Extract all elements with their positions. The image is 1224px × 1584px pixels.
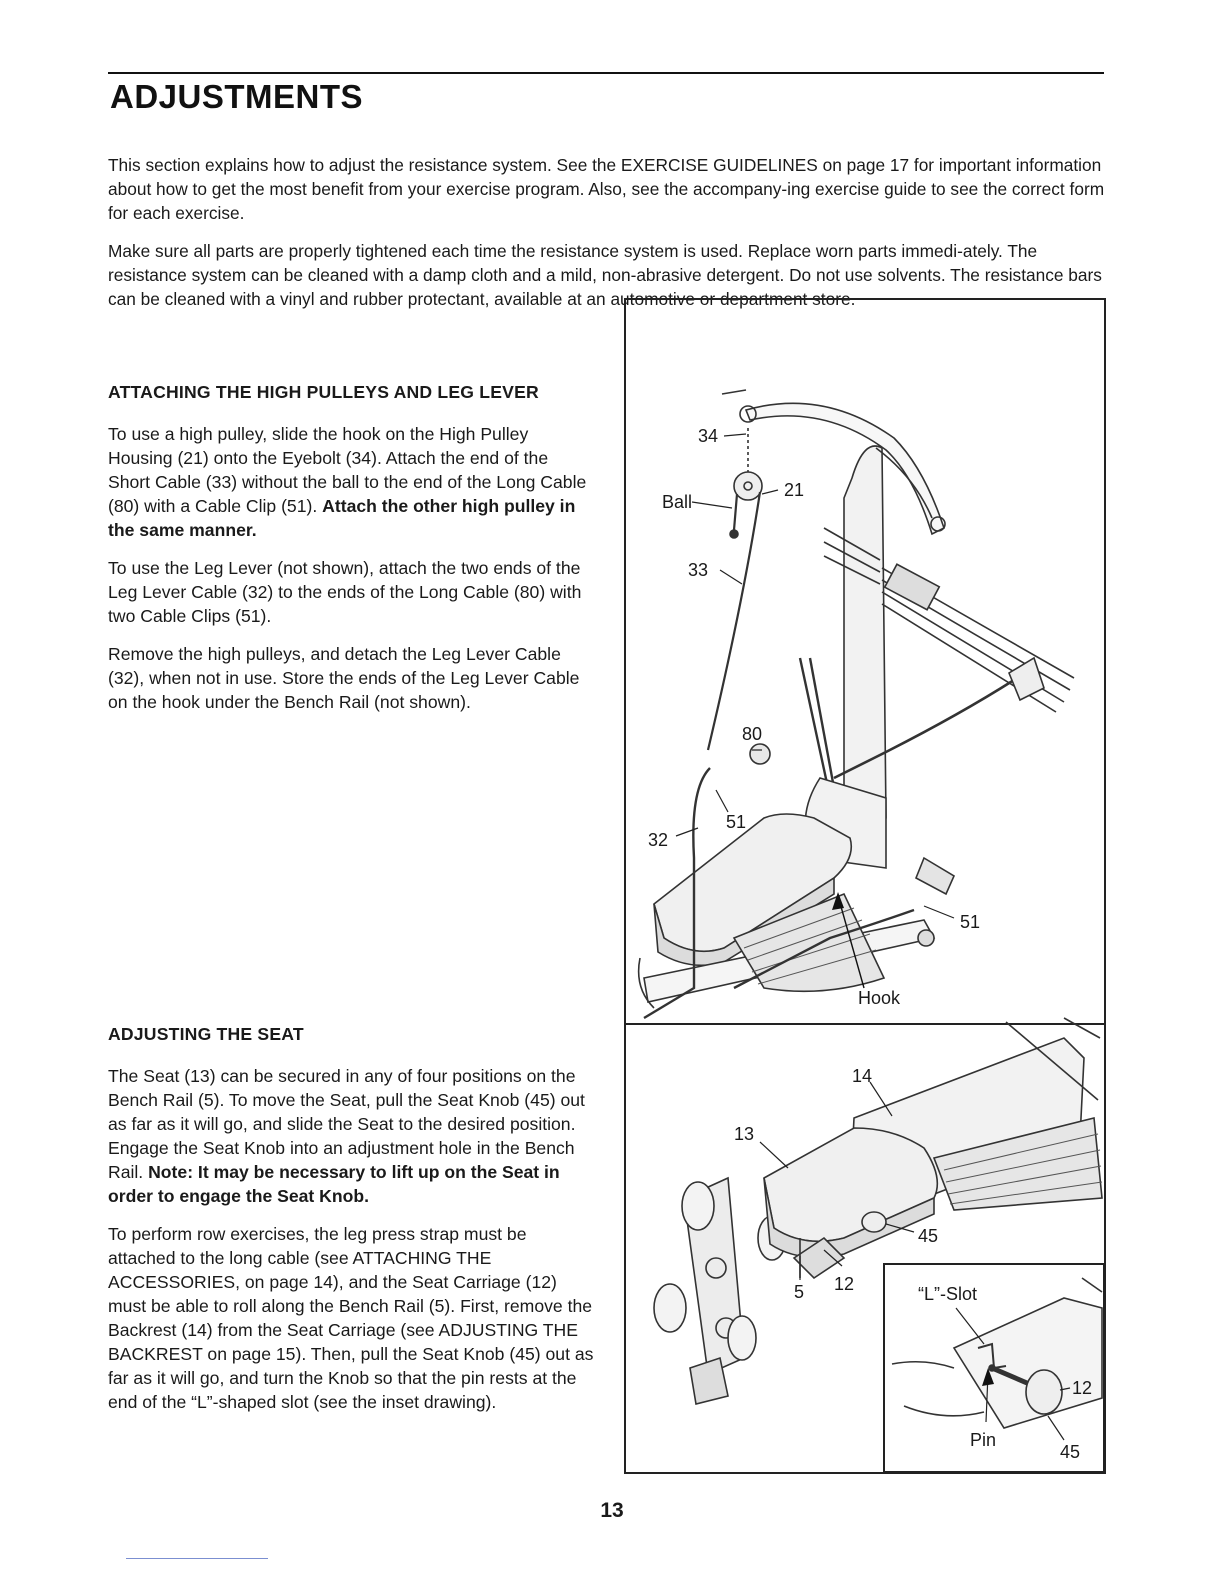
rod-clamp [885, 564, 940, 609]
label-short-cable-33: 33 [688, 560, 709, 580]
inset-knob [1026, 1370, 1062, 1414]
high-pulley-bold-text: Attach the other high pulley in the same manner. [108, 496, 576, 540]
leg-lever-paragraph: To use the Leg Lever (not shown), attach the two ends of the Leg Lever Cable (32) to the ends of the Long Cable (80) with two Cable Clips (51). [108, 558, 582, 626]
label-backrest-14: 14 [852, 1066, 873, 1086]
intro-paragraph-2: Make sure all parts are properly tightened each time the resistance system is used. Replace worn parts immedi-ately. The resistance system can be cleaned with a damp cloth and a mild, non-abrasive detergent. Do not use solvents. The resistance bars can be cleaned with a vinyl and rubber protectant, available at an automotive or department store. [108, 241, 1102, 309]
inset-label-carriage-12: 12 [1072, 1378, 1093, 1398]
label-clip-51-right: 51 [960, 912, 981, 932]
section-adjusting-seat [108, 1022, 594, 1428]
leader-33 [720, 570, 742, 584]
section-heading-seat: ADJUSTING THE SEAT [108, 1024, 304, 1044]
foam-roller-lower-left [654, 1284, 686, 1332]
backrest-rear-line [1064, 1018, 1100, 1038]
leader-51-right [924, 906, 954, 918]
inset-drawing [884, 1264, 1104, 1472]
rear-pulley [916, 858, 954, 894]
label-hook: Hook [858, 988, 901, 1008]
right-pulley [1009, 658, 1044, 700]
page-number: 13 [600, 1499, 624, 1522]
foam-roller-upper-left [682, 1182, 714, 1230]
high-pulley-paragraph [108, 422, 594, 542]
label-ball: Ball [662, 492, 693, 512]
leader-21 [762, 490, 778, 494]
remove-pulleys-paragraph: Remove the high pulleys, and detach the Leg Lever Cable (32), when not in use. Store the ends of the Leg Lever Cable on the hook under the Bench Rail (not shown). [108, 644, 580, 712]
assembly-illustration [624, 298, 1106, 1474]
cable-ball [730, 530, 738, 538]
label-carriage-12: 12 [834, 1274, 855, 1294]
leader-13 [760, 1142, 788, 1168]
row-exercise-paragraph: To perform row exercises, the leg press strap must be attached to the long cable (see ATTACHING THE ACCESSORIES, on page 14), and the Seat Carriage (12) must be able to roll along the Bench Rail (5). First, remove the Backrest (14) from the Seat Carriage (see ADJUSTING THE BACKREST on page 15). Then, pull the Seat Knob (45) out as far as it will go, and turn the Knob so that the pin rests at the end of the “L”-shaped slot (see the inset drawing). [108, 1224, 594, 1412]
rail-wheel [918, 930, 934, 946]
leader-ball [692, 502, 732, 508]
label-long-cable-80: 80 [742, 724, 763, 744]
leader-32 [676, 828, 698, 836]
inset-label-knob-45: 45 [1060, 1442, 1081, 1462]
seat-note-bold: Note: It may be necessary to lift up on the Seat in order to engage the Seat Knob. [108, 1162, 560, 1206]
seat-knob-45 [862, 1212, 886, 1232]
machine-drawing [639, 390, 1074, 1018]
label-rail-5: 5 [794, 1282, 805, 1302]
high-pulley-text: To use a high pulley, slide the hook on the High Pulley Housing (21) onto the Eyebolt (34). Attach the end of the Short Cable (33) without the ball to the end of the Long Cable (80) with a Cable Clip (51). [108, 424, 587, 516]
seat-text: The Seat (13) can be secured in any of four positions on the Bench Rail (5). To move the Seat, pull the Seat Knob (45) out as far as it will go, and slide the Seat to the desired position. Engage the Seat Knob into an adjustment hole in the Bench Rail. [108, 1066, 585, 1182]
section-heading-high-pulleys: ATTACHING THE HIGH PULLEYS AND LEG LEVER [108, 382, 539, 402]
leader-51-left [716, 790, 728, 812]
high-pulley-housing [734, 472, 762, 500]
intro-paragraph-1: This section explains how to adjust the resistance system. See the EXERCISE GUIDELINES on page 17 for important information about how to get the most benefit from your exercise program. Also, see the accompany-ing exercise guide to see the correct form for each exercise. [108, 155, 1105, 223]
label-seat-13: 13 [734, 1124, 755, 1144]
header-rule [108, 72, 1104, 74]
inset-label-pin: Pin [970, 1430, 997, 1450]
label-clip-51-left: 51 [726, 812, 747, 832]
label-leg-lever-cable-32: 32 [648, 830, 669, 850]
label-eyebolt-34: 34 [698, 426, 719, 446]
footer-rule [126, 1558, 268, 1559]
section-high-pulleys [108, 380, 594, 728]
page-title: ADJUSTMENTS [110, 78, 364, 115]
carriage-pulley [750, 744, 770, 764]
leader-34 [724, 434, 746, 436]
seat-paragraph [108, 1064, 594, 1208]
frame-base-hatch [722, 390, 746, 394]
short-cable-ball-end [734, 494, 737, 530]
foam-roller-lower-right [728, 1316, 756, 1360]
label-knob-45: 45 [918, 1226, 939, 1246]
inset-label-slot: “L”-Slot [918, 1284, 978, 1304]
label-housing-21: 21 [784, 480, 805, 500]
